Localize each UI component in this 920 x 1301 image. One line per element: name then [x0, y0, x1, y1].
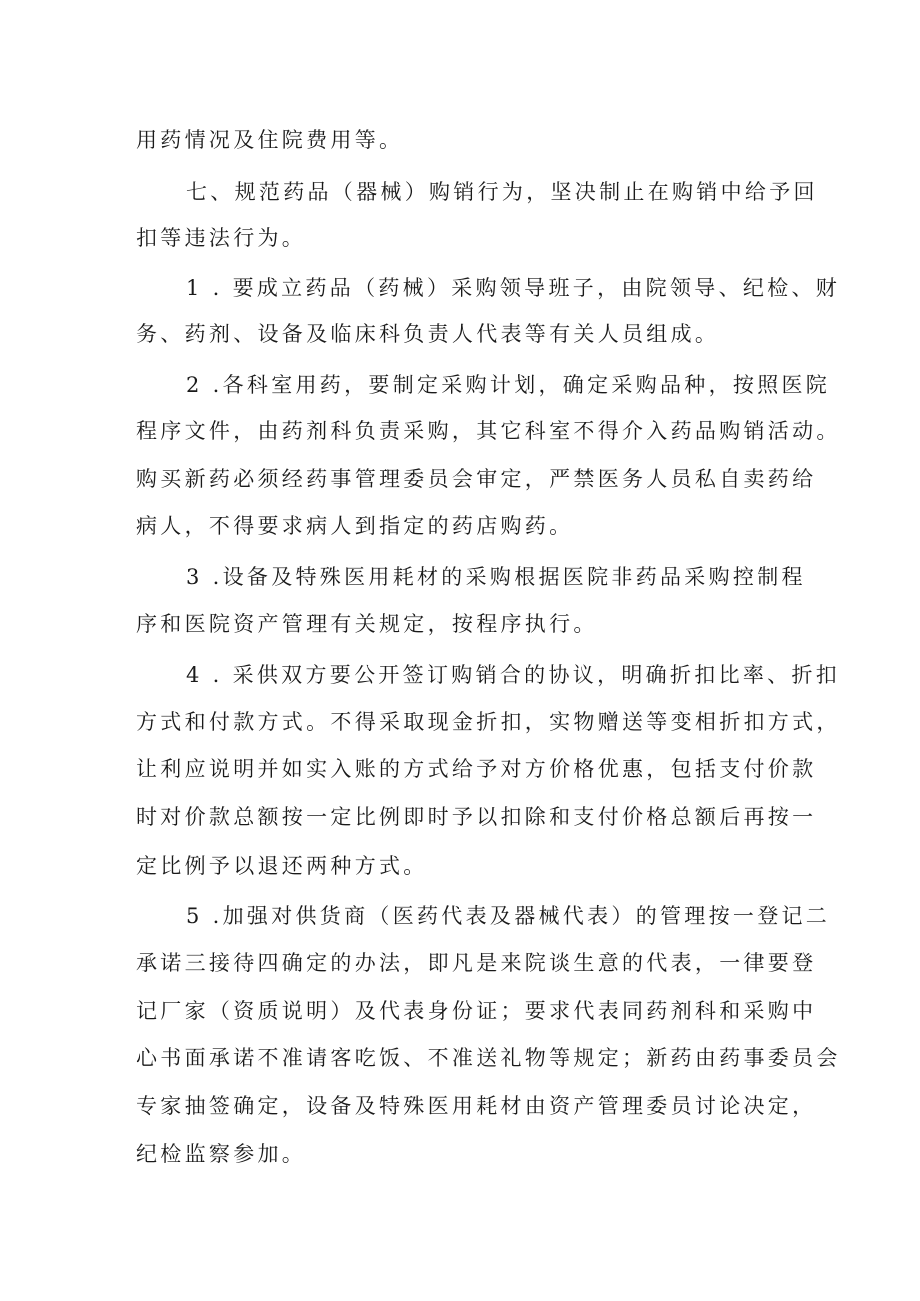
text-line-22: 纪检监察参加。 — [136, 1142, 307, 1166]
text-line-11: 序和医院资产管理有关规定，按程序执行。 — [136, 612, 598, 636]
text-line-4: 1 . 要成立药品（药械）采购领导班子，由院领导、纪检、财 — [186, 276, 841, 300]
text-line-9: 病人，不得要求病人到指定的药店购药。 — [136, 514, 574, 538]
text-line-12: 4 . 采供双方要公开签订购销合的协议，明确折扣比率、折扣 — [186, 663, 841, 687]
text-line-17: 5 .加强对供货商（医药代表及器械代表）的管理按一登记二 — [186, 904, 831, 928]
text-line-5: 务、药剂、设备及临床科负责人代表等有关人员组成。 — [136, 322, 720, 346]
text-line-13: 方式和付款方式。不得采取现金折扣，实物赠送等变相折扣方式， — [136, 710, 841, 734]
text-line-18: 承诺三接待四确定的办法，即凡是来院谈生意的代表，一律要登 — [136, 951, 817, 975]
text-line-21: 专家抽签确定，设备及特殊医用耗材由资产管理委员讨论决定， — [136, 1094, 817, 1118]
text-line-2: 七、规范药品（器械）购销行为，坚决制止在购销中给予回 — [186, 180, 818, 204]
text-line-3: 扣等违法行为。 — [136, 226, 307, 250]
text-line-8: 购买新药必须经药事管理委员会审定，严禁医务人员私自卖药给 — [136, 467, 817, 491]
text-line-14: 让利应说明并如实入账的方式给予对方价格优惠，包括支付价款 — [136, 757, 817, 781]
text-line-19: 记厂家（资质说明）及代表身份证；要求代表同药剂科和采购中 — [136, 999, 817, 1023]
text-line-20: 心书面承诺不准请客吃饭、不准送礼物等规定；新药由药事委员会 — [136, 1046, 841, 1070]
text-line-7: 程序文件，由药剂科负责采购，其它科室不得介入药品购销活动。 — [136, 419, 841, 443]
text-line-6: 2 .各科室用药，要制定采购计划，确定采购品种，按照医院 — [186, 373, 831, 397]
text-line-1: 用药情况及住院费用等。 — [136, 128, 404, 152]
text-line-16: 定比例予以退还两种方式。 — [136, 854, 428, 878]
text-line-10: 3 .设备及特殊医用耗材的采购根据医院非药品采购控制程 — [186, 565, 806, 589]
text-line-15: 时对价款总额按一定比例即时予以扣除和支付价格总额后再按一 — [136, 805, 817, 829]
